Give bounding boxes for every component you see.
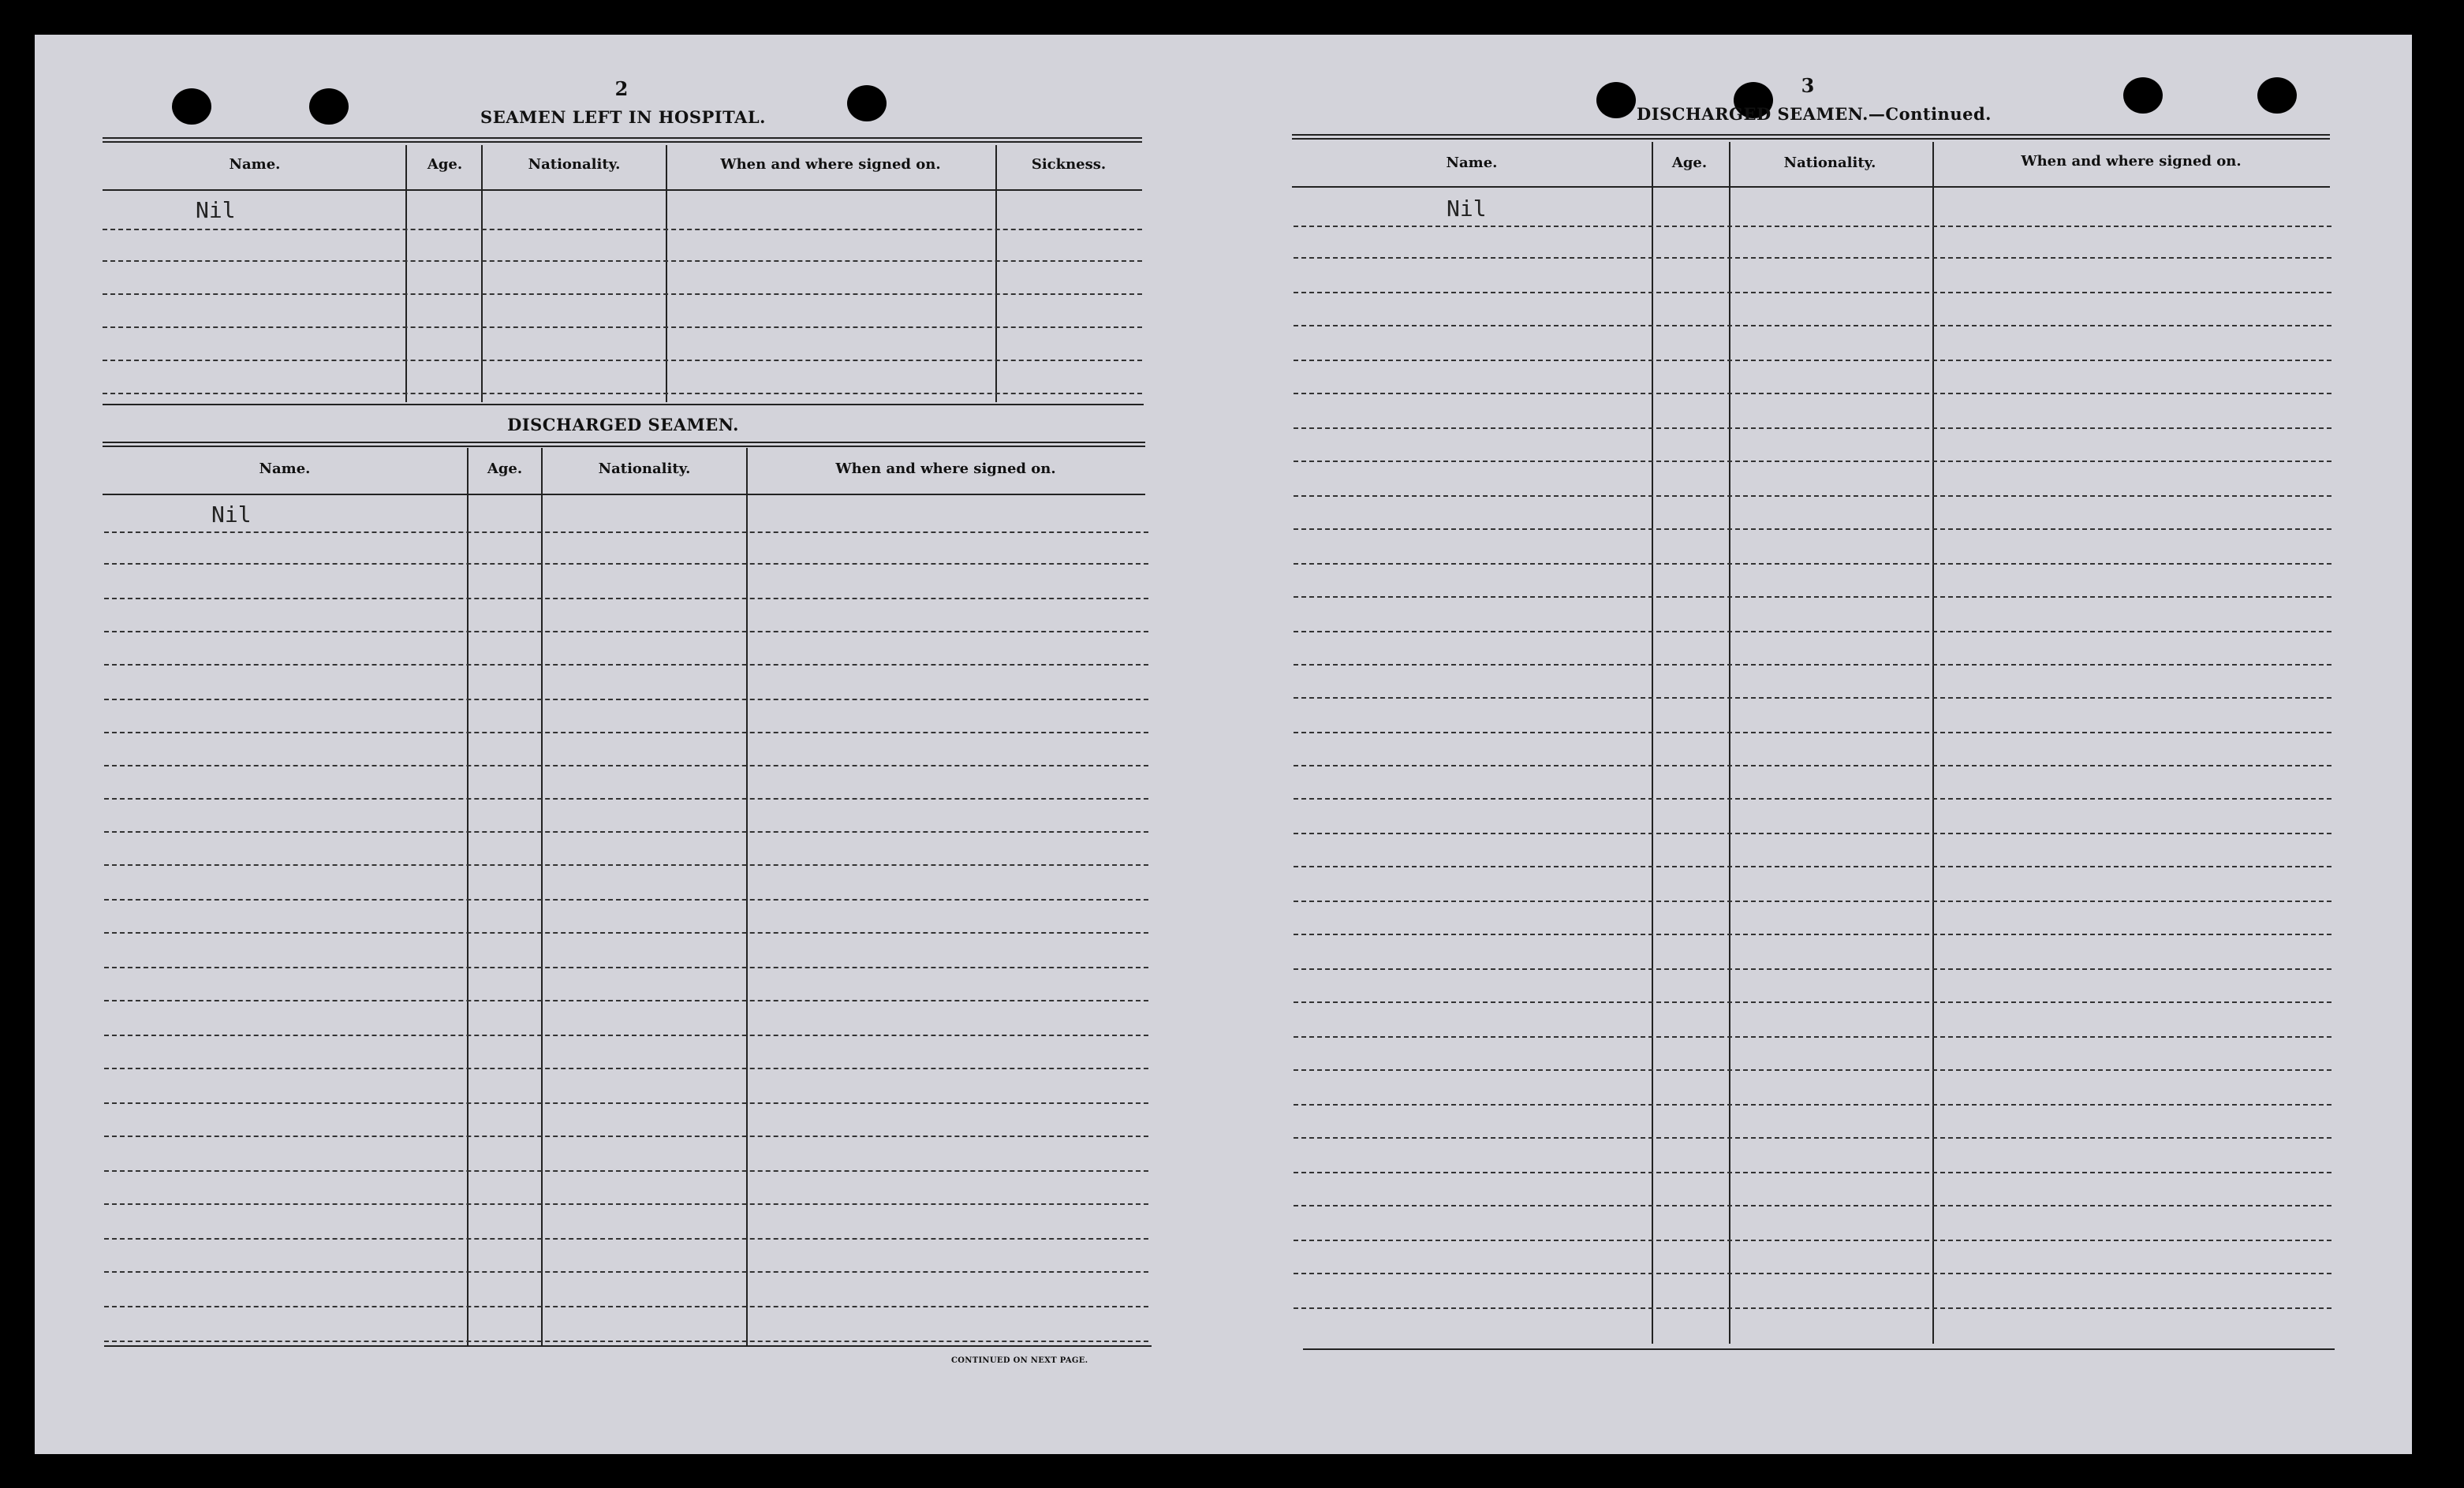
- ruled-line: [1294, 765, 2331, 766]
- ruled-line: [104, 1000, 1148, 1001]
- ruled-line: [104, 1068, 1148, 1069]
- discharged-bottom-rule: [104, 1345, 1152, 1347]
- ruled-line: [1294, 798, 2331, 800]
- ruled-line: [104, 899, 1148, 901]
- ruled-line: [1294, 257, 2331, 259]
- ruled-line: [1294, 968, 2331, 970]
- hospital-section-title: SEAMEN LEFT IN HOSPITAL.: [480, 107, 766, 127]
- ruled-line: [1294, 631, 2331, 632]
- ruled-line: [104, 1136, 1148, 1137]
- col-age: Age.: [487, 461, 523, 477]
- ruled-line: [1294, 563, 2331, 565]
- right-header-rule: [1292, 186, 2330, 188]
- discharged-entry-name: Nil: [211, 502, 252, 528]
- ruled-line: [1294, 1036, 2331, 1038]
- hospital-col-divider: [405, 145, 407, 402]
- ruled-line: [1294, 934, 2331, 935]
- ruled-line: [1294, 1205, 2331, 1206]
- discharged-title-rule: [103, 442, 1145, 447]
- discharged-continued-title: DISCHARGED SEAMEN.—Continued.: [1637, 104, 1992, 124]
- ruled-line: [1294, 427, 2331, 429]
- discharged-top-rule: [103, 404, 1144, 405]
- ruled-line: [104, 864, 1148, 866]
- ruled-line: [1294, 393, 2331, 394]
- ruled-line: [103, 293, 1142, 295]
- ruled-line: [1294, 901, 2331, 902]
- ruled-line: [104, 1035, 1148, 1036]
- ruled-line: [103, 229, 1142, 230]
- ruled-line: [104, 1102, 1148, 1104]
- ruled-line: [1294, 1001, 2331, 1003]
- hospital-top-rule: [103, 137, 1142, 143]
- discharged-header-rule: [103, 494, 1145, 495]
- right-entry-name: Nil: [1447, 196, 1487, 222]
- ruled-line: [1294, 495, 2331, 497]
- right-col-divider: [1652, 142, 1653, 1344]
- ruled-line: [104, 531, 1148, 533]
- ruled-line: [104, 831, 1148, 833]
- ruled-line: [104, 1306, 1148, 1307]
- ruled-line: [1294, 1172, 2331, 1173]
- ruled-line: [1294, 1069, 2331, 1071]
- ruled-line: [104, 563, 1148, 565]
- col-age: Age.: [1671, 155, 1708, 171]
- ruled-line: [1294, 697, 2331, 699]
- ruled-line: [1294, 360, 2331, 361]
- ruled-line: [1294, 664, 2331, 666]
- ruled-line: [1294, 325, 2331, 326]
- ruled-line: [104, 732, 1148, 733]
- punch-hole: [309, 88, 349, 125]
- ruled-line: [104, 699, 1148, 700]
- hospital-col-divider: [666, 145, 667, 402]
- ruled-line: [104, 1341, 1148, 1342]
- ruled-line: [104, 932, 1148, 934]
- ruled-line: [104, 598, 1148, 599]
- continued-footnote: CONTINUED ON NEXT PAGE.: [951, 1356, 1088, 1365]
- ruled-line: [1294, 528, 2331, 530]
- ruled-line: [1294, 292, 2331, 293]
- ruled-line: [103, 393, 1142, 394]
- col-name: Name.: [229, 156, 281, 173]
- right-col-divider: [1729, 142, 1730, 1344]
- page-number-left: 2: [614, 77, 629, 100]
- document-sheet: [35, 35, 2412, 1454]
- col-sickness: Sickness.: [1031, 156, 1107, 173]
- right-bottom-rule: [1303, 1348, 2335, 1350]
- ruled-line: [104, 1271, 1148, 1273]
- right-col-divider: [1932, 142, 1934, 1344]
- col-nationality: Nationality.: [528, 156, 621, 173]
- punch-hole: [2123, 77, 2163, 114]
- ruled-line: [1294, 596, 2331, 598]
- ruled-line: [1294, 1273, 2331, 1274]
- col-name: Name.: [259, 461, 311, 477]
- hospital-col-divider: [481, 145, 483, 402]
- ruled-line: [1294, 1240, 2331, 1241]
- ruled-line: [104, 1170, 1148, 1172]
- ruled-line: [1294, 461, 2331, 462]
- ruled-line: [104, 967, 1148, 968]
- ruled-line: [1294, 833, 2331, 834]
- ruled-line: [1294, 1104, 2331, 1106]
- ruled-line: [104, 798, 1148, 800]
- col-nationality: Nationality.: [598, 461, 691, 477]
- discharged-section-title: DISCHARGED SEAMEN.: [507, 415, 739, 434]
- hospital-entry-name: Nil: [196, 197, 236, 223]
- ruled-line: [103, 360, 1142, 361]
- discharged-col-divider: [467, 448, 469, 1345]
- right-top-rule: [1292, 134, 2330, 140]
- ruled-line: [103, 326, 1142, 328]
- col-when-where: When and where signed on.: [720, 156, 941, 173]
- discharged-col-divider: [541, 448, 543, 1345]
- ruled-line: [1294, 1137, 2331, 1139]
- ruled-line: [104, 631, 1148, 632]
- ruled-line: [104, 765, 1148, 766]
- page-number-right: 3: [1801, 74, 1815, 97]
- discharged-col-divider: [746, 448, 748, 1345]
- hospital-header-rule: [103, 189, 1142, 191]
- col-name: Name.: [1446, 155, 1498, 171]
- ruled-line: [1294, 1307, 2331, 1309]
- hospital-col-divider: [995, 145, 997, 402]
- ruled-line: [1294, 732, 2331, 733]
- ruled-line: [1294, 226, 2331, 227]
- ruled-line: [104, 1203, 1148, 1205]
- col-when-where: When and where signed on.: [835, 461, 1056, 477]
- col-nationality: Nationality.: [1783, 155, 1876, 171]
- col-age: Age.: [427, 156, 463, 173]
- ruled-line: [104, 1238, 1148, 1240]
- ruled-line: [104, 664, 1148, 666]
- punch-hole: [2257, 77, 2297, 114]
- ruled-line: [1294, 866, 2331, 867]
- punch-hole: [172, 88, 211, 125]
- ruled-line: [103, 260, 1142, 262]
- col-when-where: When and where signed on.: [2021, 153, 2242, 170]
